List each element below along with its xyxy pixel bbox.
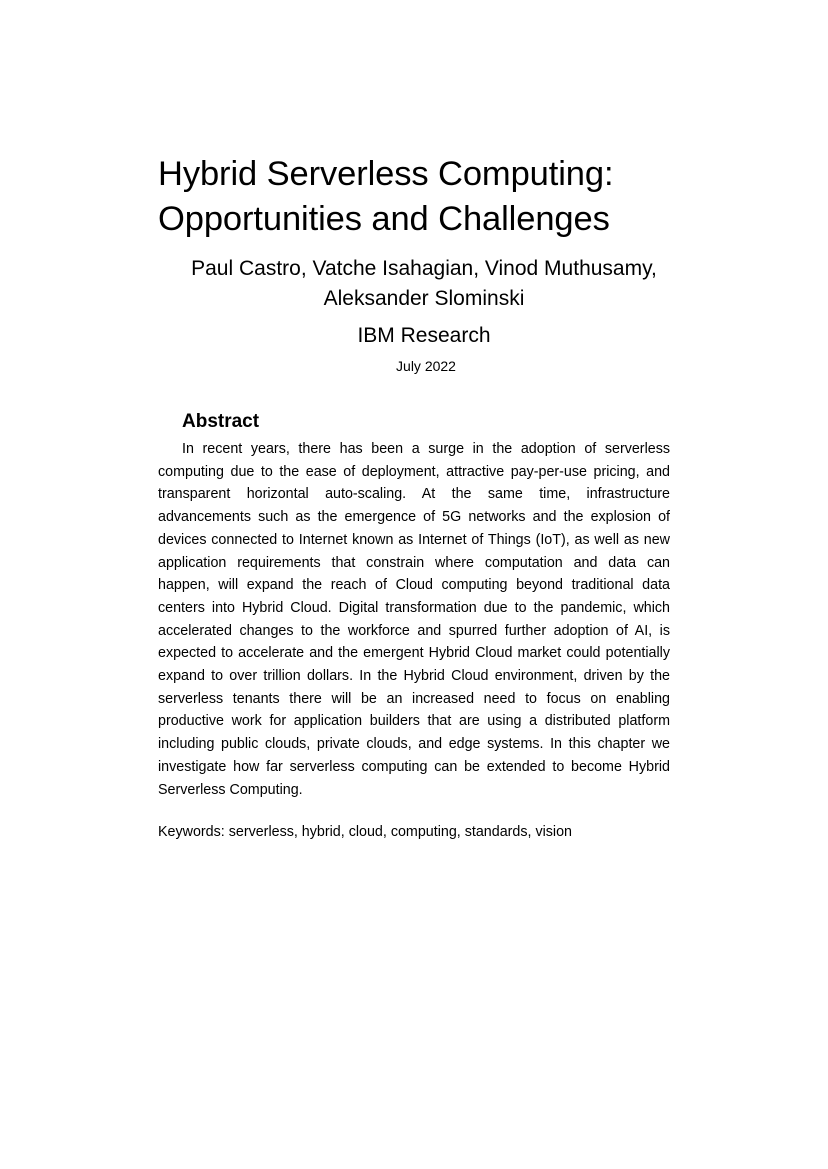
publication-date: July 2022: [396, 358, 456, 374]
paper-title: Hybrid Serverless Computing: Opportunities and Challenges: [158, 155, 614, 238]
abstract-body: In recent years, there has been a surge in the adoption of serverless computing due to the ease of deployment, attractive pay-per-use pricing, and transparent horizontal auto-scaling. At the same time, infrastructure advancements such as the emergence of 5G networks and the explosion of devices connected to Internet known as Internet of Things (IoT), as well as new application requirements that constrain where computation and data can happen, will expand the reach of Cloud computing beyond traditional data centers into Hybrid Cloud. Digital transformation due to the pandemic, which accelerated changes to the workforce and spurred further adoption of AI, is expected to accelerate and the emergent Hybrid Cloud market could potentially expand to over trillion dollars. In the Hybrid Cloud environment, driven by the serverless tenants there will be an increased need to focus on enabling productive work for application builders that are using a distributed platform including public clouds, private clouds, and edge systems. In this chapter we investigate how far serverless computing can be extended to become Hybrid Serverless Computing.: [158, 441, 670, 798]
abstract-heading: Abstract: [182, 411, 260, 432]
keywords: Keywords: serverless, hybrid, cloud, computing, standards, vision: [158, 824, 573, 840]
author-list: Paul Castro, Vatche Isahagian, Vinod Muthusamy, Aleksander Slominski: [191, 257, 657, 310]
affiliation: IBM Research: [357, 324, 491, 347]
